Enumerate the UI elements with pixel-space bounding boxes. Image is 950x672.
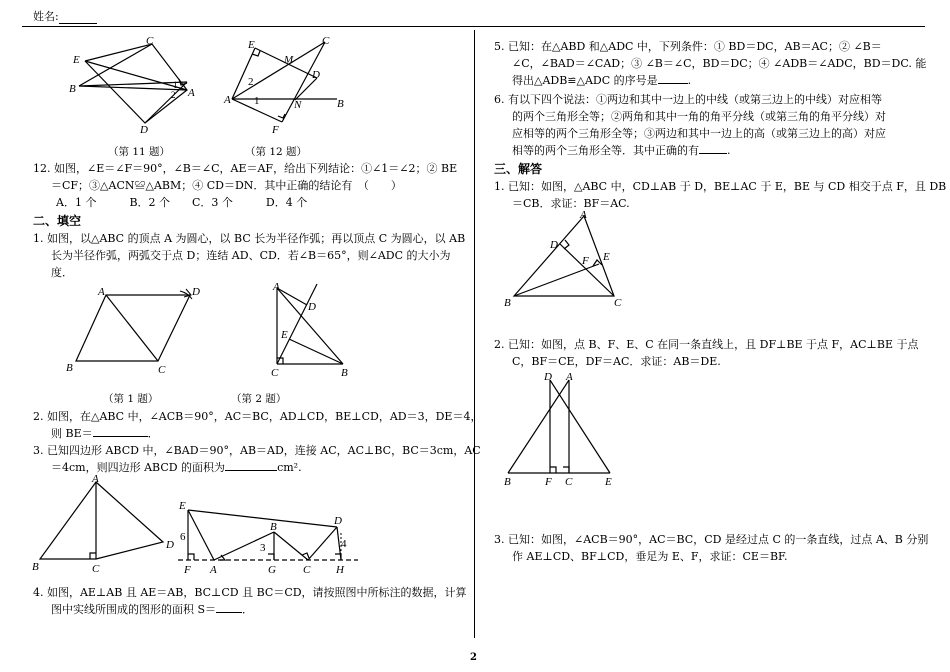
fig12-label-N: N — [294, 99, 302, 111]
fill4-label-D: D — [334, 515, 342, 527]
fig12-label-E: E — [248, 39, 255, 51]
fill1-line-3: 度． — [51, 266, 73, 279]
fill2-line-2: 则 BE＝ ． — [51, 427, 159, 440]
fill6-line-3: 应相等的两个三角形全等；③两边和其中一边上的高（或第三边上的高）对应 — [512, 127, 886, 140]
fill3-answer-blank[interactable] — [225, 459, 277, 471]
fill3-line-2: ＝4cm，则四边形 ABCD 的面积为 cm². — [51, 461, 302, 474]
fill5-line-1: 5. 已知：在△ABD 和△ADC 中，下列条件：① BD＝DC，AB＝AC；② ∠B＝ — [494, 40, 882, 53]
fill1-label-B: B — [66, 362, 73, 374]
fig11-label-B: B — [69, 83, 76, 95]
fig11-label-D: D — [140, 124, 148, 136]
solve1-label-B: B — [504, 297, 511, 309]
name-label: 姓名: — [33, 10, 59, 23]
q12-line-1: 12. 如图，∠E＝∠F＝90°，∠B＝∠C，AE＝AF，给出下列结论：①∠1＝∠2；② BE — [33, 162, 458, 175]
fill5-line-2: ∠C，∠BAD＝∠CAD；③ ∠B＝∠C，BD＝DC；④ ∠ADB＝∠ADC，BD＝DC. 能 — [512, 57, 927, 70]
fill2-label-C: C — [271, 367, 279, 379]
fill4-label-H: H — [336, 564, 344, 576]
figure-fill-4 — [176, 497, 361, 582]
fill4-label-B: B — [270, 521, 277, 533]
solve1-label-A: A — [580, 209, 587, 221]
solve2-label-D: D — [544, 371, 552, 383]
name-field — [33, 8, 97, 24]
fill3-label-A: A — [92, 474, 99, 485]
fill4-dim-6: 6 — [180, 531, 186, 543]
fig12-label-F: F — [272, 124, 279, 136]
figure-12 — [222, 32, 357, 142]
fig12-angle-1: 1 — [254, 95, 260, 107]
solve1-label-F: F — [582, 255, 589, 267]
solve2-line-2: C，BF＝CE，DF＝AC．求证：AB＝DE. — [512, 355, 721, 368]
figure-solve-1 — [502, 208, 632, 313]
fill1-label-C: C — [158, 364, 166, 376]
fill4-line-1: 4. 如图，AE⊥AB 且 AE＝AB，BC⊥CD 且 BC＝CD，请按照图中所标注的数据，计算 — [33, 586, 467, 599]
fill6-line-1: 6. 有以下四个说法：①两边和其中一边上的中线（或第三边上的中线）对应相等 — [494, 93, 882, 106]
figure-11 — [65, 32, 205, 142]
fill5-answer-blank[interactable] — [658, 72, 688, 84]
fill4-label-G: G — [268, 564, 276, 576]
solve3-line-2: 作 AE⊥CD、BF⊥CD，垂足为 E、F，求证：CE＝BF. — [512, 550, 788, 563]
fill3-label-B: B — [32, 561, 39, 573]
solve1-label-E: E — [603, 251, 610, 263]
fill2-answer-blank[interactable] — [93, 425, 148, 437]
fig12-label-M: M — [284, 54, 294, 66]
fig12-label-B: B — [337, 98, 344, 110]
fill6-answer-blank[interactable] — [699, 142, 727, 154]
figure-fill-2 — [265, 280, 360, 380]
solve1-line-1: 1. 已知：如图，△ABC 中，CD⊥AB 于 D，BE⊥AC 于 E，BE 与 CD 相交于点 F，且 DB — [494, 180, 947, 193]
section-2-title: 二、填空 — [33, 214, 82, 228]
fill2-label-B: B — [341, 367, 348, 379]
solve1-label-C: C — [614, 297, 622, 309]
fill4-label-A: A — [210, 564, 217, 576]
caption-fill1: （第 1 题） — [103, 393, 159, 405]
figure-fill-1 — [62, 283, 212, 378]
fill2-label-E: E — [281, 329, 288, 341]
column-divider — [474, 30, 475, 638]
fill5-line-3: 得出△ADB≌△ADC 的序号是 . — [512, 74, 692, 87]
caption-fig12: （第 12 题） — [245, 146, 308, 158]
figure-fill-3 — [30, 474, 180, 579]
fill1-label-A: A — [98, 286, 105, 298]
name-blank — [59, 13, 97, 24]
caption-fig11: （第 11 题） — [108, 146, 171, 158]
solve2-label-E: E — [605, 476, 612, 488]
q12-line-2: ＝CF；③△ACN≌△ABM；④ CD＝DN．其中正确的结论有 （ ） — [51, 179, 402, 192]
solve2-label-F: F — [545, 476, 552, 488]
fill4-label-E: E — [179, 500, 186, 512]
fill4-line-2: 图中实线所围成的图形的面积 S＝ ． — [51, 603, 254, 616]
fill4-dim-3: 3 — [260, 542, 266, 554]
fill1-label-D: D — [192, 286, 200, 298]
fill6-line-2: 的两个三角形全等；②两角和其中一角的角平分线（或第三角的角平分线）对 — [512, 110, 886, 123]
fill2-label-A: A — [273, 281, 280, 293]
fill1-line-1: 1. 如图，以△ABC 的顶点 A 为圆心，以 BC 长为半径作弧；再以顶点 C 为圆心，以 AB — [33, 232, 466, 245]
fill1-line-2: 长为半径作弧，两弧交于点 D；连结 AD、CD．若∠B＝65°，则∠ADC 的大小为 — [51, 249, 451, 262]
solve2-label-C: C — [565, 476, 573, 488]
fill2-line-1: 2. 如图，在△ABC 中，∠ACB＝90°，AC＝BC，AD⊥CD，BE⊥CD，AD＝3，DE＝4， — [33, 410, 482, 423]
section-3-title: 三、解答 — [494, 162, 543, 176]
figure-solve-2 — [500, 370, 625, 490]
fill6-line-4: 相等的两个三角形全等．其中正确的有 . — [512, 144, 731, 157]
fill3-label-C: C — [92, 563, 100, 575]
fill4-label-F: F — [184, 564, 191, 576]
solve2-line-1: 2. 已知：如图，点 B、F、E、C 在同一条直线上，且 DF⊥BE 于点 F，AC⊥BE 于点 — [494, 338, 919, 351]
fig12-angle-2: 2 — [248, 76, 254, 88]
fill4-answer-blank[interactable] — [216, 601, 242, 613]
fig11-label-C: C — [146, 35, 154, 47]
caption-fill2: （第 2 题） — [231, 393, 287, 405]
fig12-label-C: C — [322, 35, 330, 47]
fill2-label-D: D — [308, 301, 316, 313]
fig11-angle-2: 2 — [171, 90, 176, 100]
fill4-label-C: C — [303, 564, 311, 576]
fill4-dim-4: 4 — [341, 538, 347, 550]
fig11-angle-1: 1 — [173, 80, 178, 90]
fill3-line-1: 3. 已知四边形 ABCD 中，∠BAD＝90°，AB＝AD，连接 AC，AC⊥BC，BC＝3cm，AC — [33, 444, 481, 457]
fill3-label-D: D — [166, 539, 174, 551]
solve3-line-1: 3. 已知：如图，∠ACB＝90°，AC＝BC，CD 是经过点 C 的一条直线，过点 A、B 分别 — [494, 533, 929, 546]
solve1-line-2: ＝CB．求证：BF＝AC. — [512, 197, 630, 210]
q12-options: A．1 个 B．2 个 C．3 个 D．4 个 — [56, 196, 308, 209]
solve1-label-D: D — [550, 239, 558, 251]
fig11-label-E: E — [73, 54, 80, 66]
fig11-label-A: A — [188, 87, 195, 99]
page-number: 2 — [470, 652, 477, 663]
solve2-label-B: B — [504, 476, 511, 488]
header-rule — [22, 26, 925, 27]
fig12-label-D: D — [312, 69, 320, 81]
fig12-label-A: A — [224, 94, 231, 106]
solve2-label-A: A — [566, 371, 573, 383]
